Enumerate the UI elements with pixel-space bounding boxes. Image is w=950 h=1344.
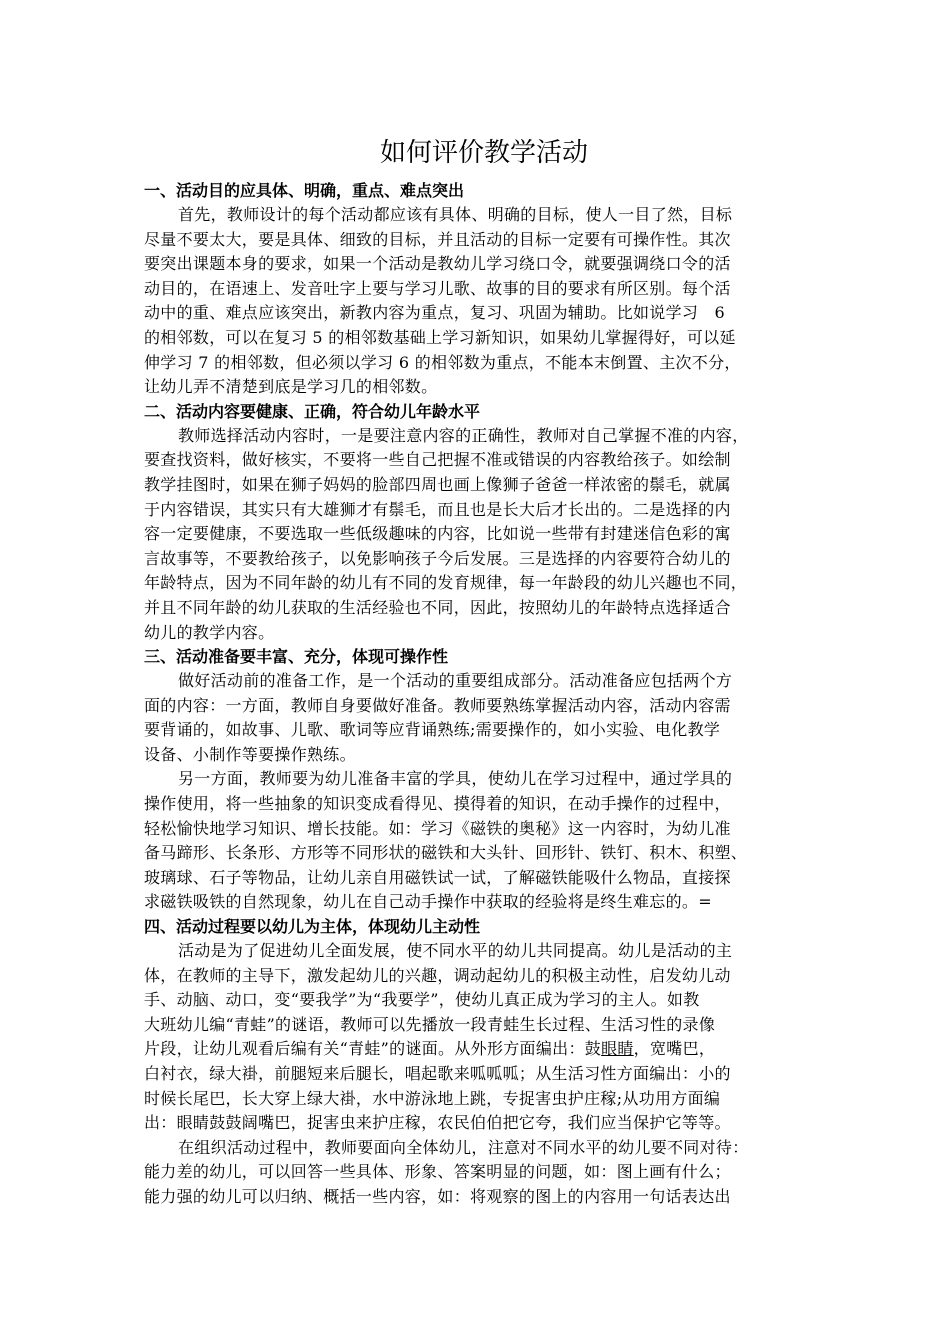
text-line: 并且不同年龄的幼儿获取的生活经验也不同，因此，按照幼儿的年龄特点选择适合 xyxy=(144,597,731,617)
text-line: 在组织活动过程中，教师要面向全体幼儿，注意对不同水平的幼儿要不同对待： xyxy=(178,1137,749,1157)
text-line: 动中的重、难点应该突出，新教内容为重点，复习、巩固为辅助。比如说学习 6 xyxy=(144,303,725,323)
text-line: 言故事等，不要教给孩子，以免影响孩子今后发展。三是选择的内容要符合幼儿的 xyxy=(144,548,731,568)
text-line: 另一方面，教师要为幼儿准备丰富的学具，使幼儿在学习过程中，通过学具的 xyxy=(178,769,733,789)
text-line: 活动是为了促进幼儿全面发展，使不同水平的幼儿共同提高。幼儿是活动的主 xyxy=(178,941,733,961)
text-line: 首先，教师设计的每个活动都应该有具体、明确的目标，使人一目了然，目标 xyxy=(178,205,733,224)
text-line: 设备、小制作等要操作熟练。 xyxy=(144,744,356,764)
text-line: 能力强的幼儿可以归纳、概括一些内容，如：将观察的图上的内容用一句话表达出 xyxy=(144,1186,731,1206)
text-line: 做好活动前的准备工作，是一个活动的重要组成部分。活动准备应包括两个方 xyxy=(178,671,733,691)
text-line: 片段，让幼儿观看后编有关“青蛙”的谜面。从外形方面编出：鼓眼睛，宽嘴巴， xyxy=(144,1039,716,1059)
text-line: 伸学习 7 的相邻数，但必须以学习 6 的相邻数为重点，不能本末倒置、主次不分， xyxy=(144,352,741,372)
text-line: 的相邻数，可以在复习 5 的相邻数基础上学习新知识，如果幼儿掌握得好，可以延 xyxy=(144,327,736,347)
text-line: 轻松愉快地学习知识、增长技能。如：学习《磁铁的奥秘》这一内容时，为幼儿准 xyxy=(144,818,731,838)
underlined-word: 眼睛 xyxy=(601,1039,634,1059)
section-heading: 三、活动准备要丰富、充分，体现可操作性 xyxy=(144,647,449,667)
document-title: 如何评价教学活动 xyxy=(379,138,588,168)
text-line: 出：眼睛鼓鼓阔嘴巴，捉害虫来护庄稼，农民伯伯把它夸，我们应当保护它等等。 xyxy=(144,1113,731,1133)
paragraph xyxy=(144,939,824,1136)
paragraph xyxy=(144,669,824,767)
text-line: 于内容错误，其实只有大雄狮才有鬃毛，而且也是长大后才长出的。二是选择的内 xyxy=(144,499,731,519)
paragraph xyxy=(144,1136,824,1210)
text-line: 年龄特点，因为不同年龄的幼儿有不同的发育规律，每一年龄段的幼儿兴趣也不同， xyxy=(144,573,748,593)
text-line: 要背诵的，如故事、儿歌、歌词等应背诵熟练;需要操作的，如小实验、电化教学 xyxy=(144,720,721,740)
paragraph xyxy=(144,767,824,915)
text-line: 玻璃球、石子等物品，让幼儿亲自用磁铁试一试，了解磁铁能吸什么物品，直接探 xyxy=(144,867,731,887)
section-heading: 二、活动内容要健康、正确，符合幼儿年龄水平 xyxy=(144,401,481,421)
text-line: 白衬衣，绿大褂，前腿短来后腿长，唱起歌来呱呱呱；从生活习性方面编出：小的 xyxy=(144,1064,731,1083)
text-line: 容一定要健康，不要选取一些低级趣味的内容，比如说一些带有封建迷信色彩的寓 xyxy=(144,524,731,544)
text-line: 要查找资料，做好核实，不要将一些自己把握不准或错误的内容教给孩子。如绘制 xyxy=(144,450,731,470)
section-heading: 四、活动过程要以幼儿为主体，体现幼儿主动性 xyxy=(144,917,481,937)
text-line: 教师选择活动内容时，一是要注意内容的正确性，教师对自己掌握不准的内容， xyxy=(178,425,749,445)
text-line: 大班幼儿编“青蛙”的谜语，教师可以先播放一段青蛙生长过程、生活习性的录像 xyxy=(144,1014,716,1034)
text-line: 手、动脑、动口，变“要我学”为“我要学”，使幼儿真正成为学习的主人。如教 xyxy=(144,990,700,1010)
paragraph xyxy=(144,424,824,645)
paragraph xyxy=(144,203,824,400)
text-line: 动目的，在语速上、发音吐字上要与学习儿歌、故事的目的要求有所区别。每个活 xyxy=(144,278,731,298)
text-line: 教学挂图时，如果在狮子妈妈的脸部四周也画上像狮子爸爸一样浓密的鬃毛，就属 xyxy=(144,474,731,494)
text-line: 要突出课题本身的要求，如果一个活动是教幼儿学习绕口令，就要强调绕口令的活 xyxy=(144,254,731,274)
text-line: 幼儿的教学内容。 xyxy=(144,622,275,642)
text-line: 时候长尾巴，长大穿上绿大褂，水中游泳地上跳，专捉害虫护庄稼;从功用方面编 xyxy=(144,1088,721,1108)
text-line: 操作使用，将一些抽象的知识变成看得见、摸得着的知识，在动手操作的过程中， xyxy=(144,794,731,814)
text-line: 面的内容：一方面，教师自身要做好准备。教师要熟练掌握活动内容，活动内容需 xyxy=(144,695,731,715)
text-line: 求磁铁吸铁的自然现象，幼儿在自己动手操作中获取的经验将是终生难忘的。= xyxy=(144,892,712,912)
text-line: 尽量不要太大，要是具体、细致的目标，并且活动的目标一定要有可操作性。其次 xyxy=(144,229,731,249)
text-line: 让幼儿弄不清楚到底是学习几的相邻数。 xyxy=(144,377,438,397)
text-line: 能力差的幼儿，可以回答一些具体、形象、答案明显的问题，如：图上画有什么； xyxy=(144,1162,731,1182)
text-line: 备马蹄形、长条形、方形等不同形状的磁铁和大头针、回形针、铁钉、积木、积塑、 xyxy=(144,843,748,863)
document-body xyxy=(144,133,824,1210)
text-line: 体，在教师的主导下，激发起幼儿的兴趣，调动起幼儿的积极主动性，启发幼儿动 xyxy=(144,965,731,985)
section-heading: 一、活动目的应具体、明确，重点、难点突出 xyxy=(144,181,465,200)
